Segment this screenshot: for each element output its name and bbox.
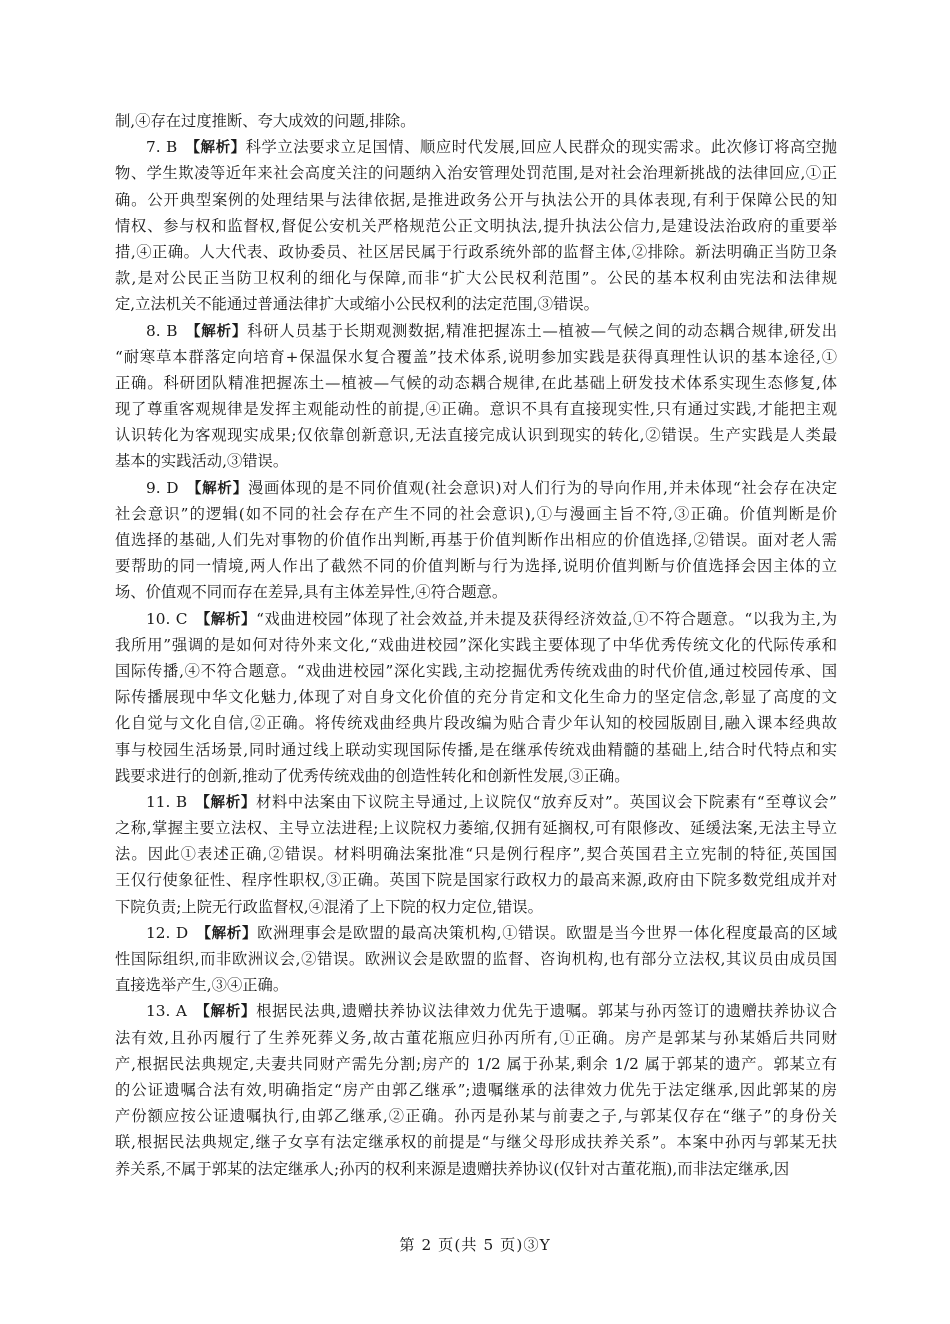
analysis-tag: 【解析】 [194,794,256,811]
line-text: 践要求进行的创新,推动了优秀传统戏曲的创造性转化和创新性发展,③正确。 [115,766,630,785]
text-line [115,1103,837,1129]
line-text: 养关系,不属于郭某的法定继承人;孙丙的权利来源是遗赠扶养协议(仅针对古董花瓶),而非法定继承,因 [115,1159,790,1178]
question-number: 12. D [146,923,196,942]
line-text: 认识转化为客观现实成果;仅依靠创新意识,无法直接完成认识到现实的转化,②错误。生产实践是人类最 [115,426,837,445]
text-line [115,265,837,291]
analysis-tag: 【解析】 [195,611,257,628]
line-text: 款,是对公民正当防卫权利的细化与保障,而非“扩大公民权利范围”。公民的基本权利由宪法和法律规 [115,269,837,288]
line-text: 材料中法案由下议院主导通过,上议院仅“放弃反对”。英国议会下院素有“至尊议会” [256,792,837,811]
text-line [115,239,837,265]
text-line [115,1156,837,1182]
text-line [115,422,837,448]
line-text: 王仅行使象征性、程序性职权,③正确。英国下院是国家行政权力的最高来源,政府由下院多数党组成并对 [115,871,837,890]
analysis-tag: 【解析】 [186,480,248,497]
line-text: 确。公开典型案例的处理结果与法律依据,是推进政务公开与执法公开的具体表现,有利于保障公民的知 [115,190,837,209]
text-line [115,108,837,134]
text-line [115,789,837,815]
document-body [115,108,837,1182]
text-line [115,763,837,789]
line-text: 值选择的基础,人们先对事物的价值作出判断,再基于价值判断作出相应的价值选择,②错误。面对老人需 [115,531,837,549]
line-text: 科研人员基于长期观测数据,精准把握冻土—植被—气候之间的动态耦合规律,研发出 [247,321,837,340]
continued-paragraph [115,108,837,134]
question-number: 10. C [146,609,196,628]
line-text: 化自觉与文化自信,②正确。将传统戏曲经典片段改编为贴合青少年认知的校园版剧目,融入课本经典故 [115,714,837,733]
answer-paragraph [115,606,837,789]
answer-paragraph [115,789,837,920]
line-text: 下院负责;上院无行政监督权,④混淆了上下院的权力定位,错误。 [115,897,543,916]
line-text: 联,根据民法典规定,继子女享有法定继承权的前提是“与继父母形成扶养关系”。本案中孙丙与郭某无扶 [115,1133,837,1152]
text-line [115,579,837,605]
line-text: 事与校园生活场景,同时通过线上联动实现国际传播,是在继承传统戏曲精髓的基础上,结合时代特点和实 [115,740,837,759]
line-text: “戏曲进校园”体现了社会效益,并未提及获得经济效益,①不符合题意。“以我为主,为 [256,609,837,628]
line-text: 社会意识”的逻辑(如不同的社会存在产生不同的社会意识),①与漫画主旨不符,③正确。价值判断是价 [115,504,837,523]
text-line [115,448,837,474]
line-text: 现了尊重客观规律是发挥主观能动性的前提,④正确。意识不具有直接现实性,只有通过实践,才能把主观 [115,400,837,419]
text-line [115,344,837,370]
text-line [115,370,837,396]
text-line [115,187,837,213]
line-text: “耐寒草本群落定向培育+保温保水复合覆盖”技术体系,说明参加实践是获得真理性认识的基本途径,① [115,347,837,366]
analysis-tag: 【解析】 [194,1004,257,1021]
text-line [115,213,837,239]
line-text: 漫画体现的是不同价值观(社会意识)对人们行为的导向作用,并未体现“社会存在决定 [247,478,837,497]
line-text: 性国际组织,而非欧洲议会,②错误。欧洲议会是欧盟的监督、咨询机构,也有部分立法权,其议员由成员国 [115,950,837,968]
text-line [115,841,837,867]
analysis-tag: 【解析】 [185,323,248,340]
line-text: 直接选举产生,③④正确。 [115,976,289,995]
text-line [115,160,837,186]
line-text: 的公证遗嘱合法有效,明确指定“房产由郭乙继承”;遗嘱继承的法律效力优先于法定继承,因此郭某的房 [115,1080,837,1099]
line-text: 产份额应按公证遗嘱执行,由郭乙继承,②正确。孙丙是孙某与前妻之子,与郭某仅存在“继子”的身份关 [115,1107,837,1126]
line-text: 欧洲理事会是欧盟的最高决策机构,①错误。欧盟是当今世界一体化程度最高的区域 [257,923,837,942]
question-number: 8. B [146,321,186,340]
text-line [115,894,837,920]
line-text: 产,根据民法典规定,夫妻共同财产需先分割;房产的 1/2 属于孙某,剩余 1/2 属于郭某的遗产。郭某立有 [115,1054,837,1073]
text-line [115,1025,837,1051]
analysis-tag: 【解析】 [184,140,246,157]
text-line [115,867,837,893]
text-line [115,737,837,763]
text-line [115,1129,837,1155]
text-line [115,291,837,317]
text-line [115,920,837,946]
line-text: 基本的实践活动,③错误。 [115,452,289,471]
text-line [115,134,837,160]
line-text: 要帮助的同一情境,两人作出了截然不同的价值判断与行为选择,说明价值判断与价值选择会因主体的立 [115,557,837,576]
line-text: 正确。科研团队精准把握冻土—植被—气候的动态耦合规律,在此基础上研发技术体系实现生态修复,体 [115,373,837,392]
line-text: 情权、参与权和监督权,督促公安机关严格规范公正文明执法,提升执法公信力,是建设法治政府的重要举 [115,216,837,235]
answer-paragraph [115,134,837,317]
text-line [115,632,837,658]
line-text: 措,④正确。人大代表、政协委员、社区居民属于行政系统外部的监督主体,②排除。新法明确正当防卫条 [115,242,837,261]
text-line [115,318,837,344]
text-line [115,684,837,710]
text-line [115,998,837,1024]
line-text: 之称,掌握主要立法权、主导立法进程;上议院权力萎缩,仅拥有延搁权,可有限修改、延缓法案,无法主导立 [115,819,837,838]
analysis-tag: 【解析】 [195,925,258,942]
line-text: 我所用”强调的是如何对待外来文化,“戏曲进校园”深化实践主要体现了中华优秀传统文化的代际传承和 [115,635,837,654]
text-line [115,1051,837,1077]
line-text: 根据民法典,遗赠扶养协议法律效力优先于遗嘱。郭某与孙丙签订的遗赠扶养协议合 [256,1002,837,1021]
answer-paragraph [115,998,837,1181]
line-text: 法有效,且孙丙履行了生养死葬义务,故古董花瓶应归孙丙所有,①正确。房产是郭某与孙某婚后共同财 [115,1028,837,1047]
answer-paragraph [115,920,837,999]
answer-paragraph [115,318,837,475]
text-line [115,553,837,579]
line-text: 际传播展现中华文化魅力,体现了对自身文化价值的充分肯定和文化生命力的坚定信念,彰显了高度的文 [115,688,837,707]
question-number: 13. A [146,1002,195,1021]
text-line [115,658,837,684]
page-footer: 第 2 页(共 5 页)③Y [399,1236,551,1254]
text-line [115,1077,837,1103]
answer-paragraph [115,475,837,606]
text-line [115,475,837,501]
text-line [115,972,837,998]
line-text: 制,④存在过度推断、夸大成效的问题,排除。 [115,112,416,130]
text-line [115,710,837,736]
line-text: 定,立法机关不能通过普通法律扩大或缩小公民权利的法定范围,③错误。 [115,295,599,314]
question-number: 11. B [146,792,195,811]
line-text: 场、价值观不同而存在差异,具有主体差异性,④符合题意。 [115,583,508,602]
line-text: 国际传播,④不符合题意。“戏曲进校园”深化实践,主动挖掘优秀传统戏曲的时代价值,通过校园传承、国 [115,661,837,680]
question-number: 7. B [146,138,185,157]
text-line [115,501,837,527]
text-line [115,396,837,422]
line-text: 科学立法要求立足国情、顺应时代发展,回应人民群众的现实需求。此次修订将高空抛 [245,138,837,157]
line-text: 法。因此①表述正确,②错误。材料明确法案批准“只是例行程序”,契合英国君主立宪制的特征,英国国 [115,845,837,864]
line-text: 物、学生欺凌等近年来社会高度关注的问题纳入治安管理处罚范围,是对社会治理新挑战的法律回应,①正 [115,164,837,183]
text-line [115,527,837,553]
question-number: 9. D [146,478,187,497]
text-line [115,946,837,972]
text-line [115,815,837,841]
text-line [115,606,837,632]
